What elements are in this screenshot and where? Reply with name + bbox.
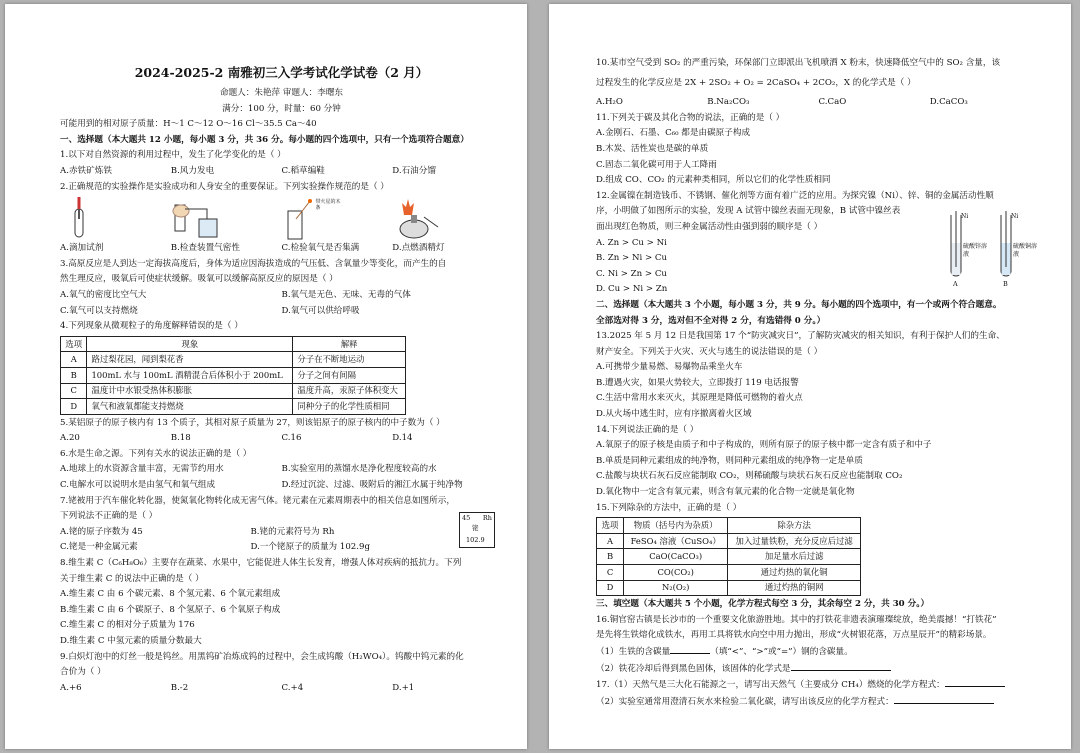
atomic-mass: 102.9 bbox=[466, 535, 485, 544]
option: B.单质是同种元素组成的纯净物，则同种元素组成的纯净物一定是单质 bbox=[596, 455, 863, 466]
option: C. Ni > Zn > Cu bbox=[596, 268, 667, 279]
option: A.20 bbox=[60, 433, 80, 444]
question-16-part-2 bbox=[596, 661, 1041, 678]
table-header bbox=[61, 336, 406, 352]
option: A. Zn > Cu > Ni bbox=[596, 237, 667, 248]
option: A.可携带少量易燃、易爆物品乘坐火车 bbox=[596, 362, 743, 373]
option: D.维生素 C 中氢元素的质量分数最大 bbox=[60, 636, 202, 646]
table-cell: 路过梨花园，闻到梨花香 bbox=[87, 352, 293, 368]
element-card bbox=[459, 512, 495, 548]
question-7-options bbox=[60, 540, 441, 556]
question-17-part-1-text: 17.（1）天然气是三大化石能源之一，请写出天然气（主要成分 CH₄）燃烧的化学方程式： bbox=[596, 680, 945, 691]
section-1-heading: 一、选择题（本大题共 12 小题，每小题 3 分，共 36 分。每小题的四个选项中，只有一个选项符合题意） bbox=[60, 134, 469, 145]
question-7-block bbox=[60, 494, 503, 556]
question-3-options bbox=[60, 288, 503, 304]
option: C.盐酸与块状石灰石反应能制取 CO₂，则稀硫酸与块状石灰石反应也能制取 CO₂ bbox=[596, 471, 903, 482]
beaker-hand-icon bbox=[171, 197, 231, 241]
option: D.氧气可以供给呼吸 bbox=[281, 305, 360, 316]
answer-blank[interactable] bbox=[894, 694, 994, 704]
table-row bbox=[597, 565, 861, 581]
question-6: 6.水是生命之源。下列有关水的说法正确的是（ ） bbox=[60, 448, 252, 459]
option: A.铑的原子序数为 45 bbox=[60, 526, 143, 537]
question-6-options bbox=[60, 462, 503, 478]
dropper-test-tube-icon bbox=[60, 197, 100, 241]
option: B.实验室用的蒸馏水是净化程度较高的水 bbox=[281, 464, 437, 475]
question-8: 8.维生素 C（C₆H₈O₆）主要存在蔬菜、水果中，它能促进人体生长发育，增强人体对疾病的抵抗力。下列 bbox=[60, 558, 462, 569]
question-17-part-2-text: （2）实验室通常用澄清石灰水来检验二氧化碳，请写出该反应的化学方程式： bbox=[596, 696, 894, 707]
option: D.组成 CO、CO₂ 的元素种类相同，所以它们的化学性质相同 bbox=[596, 175, 831, 186]
option: B.风力发电 bbox=[170, 165, 215, 176]
question-4-table bbox=[60, 336, 406, 415]
option: A.滴加试剂 bbox=[60, 243, 104, 254]
table-cell: N₂(O₂) bbox=[624, 580, 728, 596]
section-2-heading-cont: 全部选对得 3 分，选对但不全对得 2 分，有选错得 0 分。） bbox=[596, 315, 826, 326]
question-5: 5.某铝原子的原子核内有 13 个质子，其相对原子质量为 27，则该铝原子的原子核内的中子数为（ ） bbox=[60, 417, 445, 428]
option: D.经过沉淀、过滤、吸附后的湘江水属于纯净物 bbox=[281, 480, 463, 491]
table-cell: 分子在不断地运动 bbox=[293, 352, 406, 368]
option: B.遭遇火灾，如果火势较大，立即拨打 119 电话报警 bbox=[596, 377, 799, 388]
table-row bbox=[597, 533, 861, 549]
question-15-table bbox=[596, 517, 861, 596]
alcohol-lamp-figure bbox=[392, 197, 503, 241]
table-row bbox=[61, 399, 406, 415]
option: A.维生素 C 由 6 个碳元素、8 个氢元素、6 个氧元素组成 bbox=[60, 589, 281, 600]
question-12-cont: 面出现红色物质，则三种金属活动性由强到弱的顺序是（ ） bbox=[596, 221, 823, 232]
question-16-part-1-text: （1）生铁的含碳量 bbox=[596, 646, 671, 657]
exam-title: 2024-2025-2 南雅初三入学考试化学试卷（2 月） bbox=[134, 65, 429, 80]
question-6-options bbox=[60, 478, 503, 494]
option: D.从火场中逃生时，应有序撤离着火区域 bbox=[596, 409, 752, 420]
question-4: 4.下列现象从微观粒子的角度解释错误的是（ ） bbox=[60, 321, 243, 332]
question-10-options bbox=[596, 95, 1041, 111]
option: D.14 bbox=[392, 433, 413, 444]
answer-blank[interactable] bbox=[670, 644, 710, 654]
question-12-cont: 序，小明做了如图所示的实验，发现 A 试管中镍丝表面无现象，B 试管中镍丝表 bbox=[596, 206, 901, 217]
splint-label: 带火星的木条 bbox=[315, 199, 341, 212]
table-cell: C bbox=[61, 383, 87, 399]
table-header bbox=[597, 518, 861, 534]
option: C.铑是一种金属元素 bbox=[60, 542, 138, 553]
exam-page-1 bbox=[5, 4, 527, 749]
option: B.Na₂CO₃ bbox=[707, 97, 750, 108]
option: A.+6 bbox=[60, 682, 82, 693]
option: C.CaO bbox=[818, 97, 847, 108]
option: D.一个铑原子的质量为 102.9g bbox=[250, 542, 370, 553]
section-2-heading: 二、选择题（本大题共 3 个小题，每小题 3 分，共 9 分。每小题的四个选项中，有一个或两个符合题意。 bbox=[596, 299, 1002, 310]
option: B.氧气是无色、无味、无毒的气体 bbox=[281, 289, 411, 300]
table-row bbox=[61, 383, 406, 399]
element-name: 铑 bbox=[472, 523, 479, 532]
question-3-cont: 然生理反应，吸氧后可使症状缓解。吸氧可以缓解高原反应的原因是（ ） bbox=[60, 274, 338, 285]
table-cell: 氧气和液氧都能支持燃烧 bbox=[87, 399, 293, 415]
question-2-options bbox=[60, 241, 503, 257]
question-14: 14.下列说法正确的是（ ） bbox=[596, 424, 699, 435]
question-12-block bbox=[596, 189, 1041, 298]
table-row bbox=[597, 549, 861, 565]
exam-meta: 满分：100 分，时量：60 分钟 bbox=[222, 103, 341, 114]
table-cell: C bbox=[597, 565, 624, 581]
table-row bbox=[61, 367, 406, 383]
test-tube-figure bbox=[941, 209, 1041, 287]
option: C.16 bbox=[281, 433, 302, 444]
option: C.+4 bbox=[281, 682, 304, 693]
question-15: 15.下列除杂的方法中，正确的是（ ） bbox=[596, 502, 742, 513]
solution-label-b: 硫酸铜溶液 bbox=[1013, 242, 1038, 258]
question-16-part-2-text: （2）铁花冷却后得到黑色固体，该固体的化学式是 bbox=[596, 663, 791, 674]
table-cell: 除杂方法 bbox=[728, 518, 861, 534]
option: A.地球上的水资源含量丰富，无需节约用水 bbox=[60, 464, 224, 475]
question-16-part-1-tail: （填“<”、“>”或“=”）钢的含碳量。 bbox=[710, 646, 853, 657]
oxygen-check-figure bbox=[282, 197, 393, 241]
option: B. Zn > Ni > Cu bbox=[596, 253, 667, 264]
option: D.CaCO₃ bbox=[929, 97, 968, 108]
question-10-cont: 过程发生的化学反应是 2X + 2SO₂ + O₂ = 2CaSO₄ + 2CO₂，X 的化学式是（ ） bbox=[596, 77, 916, 88]
question-2: 2.正确规范的实验操作是实验成功和人身安全的重要保证。下列实验操作规范的是（ ） bbox=[60, 181, 389, 192]
question-10: 10.某市空气受到 SO₂ 的严重污染，环保部门立即派出飞机喷洒 X 粉末，快速降低空气中的 SO₂ 含量，该 bbox=[596, 58, 1001, 68]
table-cell: 选项 bbox=[597, 518, 624, 534]
table-cell: D bbox=[597, 580, 624, 596]
table-cell: FeSO₄ 溶液（CuSO₄） bbox=[624, 533, 728, 549]
table-cell: 100mL 水与 100mL 酒精混合后体积小于 200mL bbox=[87, 367, 293, 383]
metal-label-b: Ni bbox=[1011, 212, 1019, 220]
option: B.铑的元素符号为 Rh bbox=[250, 526, 335, 537]
table-row bbox=[597, 580, 861, 596]
question-16: 16.铜官窑古镇是长沙市的一个重要文化旅游胜地。其中的打铁花非遗表演璀璨绽放，绝美震撼！“打铁花” bbox=[596, 614, 997, 625]
option: C.维生素 C 的相对分子质量为 176 bbox=[60, 620, 195, 631]
question-7-cont: 下列说法不正确的是（ ） bbox=[60, 511, 158, 522]
question-5-options bbox=[60, 431, 503, 447]
table-cell: B bbox=[61, 367, 87, 383]
option: A.赤铁矿炼铁 bbox=[60, 165, 112, 176]
question-16-part-1 bbox=[596, 644, 1041, 661]
question-7-options bbox=[60, 525, 441, 541]
question-16-cont: 是先将生铁熔化成铁水，再用工具将铁水向空中用力抛出，形成“火树银花落，万点星辰开”的精彩场景。 bbox=[596, 630, 992, 641]
table-cell: B bbox=[597, 549, 624, 565]
exam-page-2 bbox=[549, 4, 1071, 749]
table-cell: 加入过量铁粉，充分反应后过滤 bbox=[728, 533, 861, 549]
answer-blank[interactable] bbox=[791, 661, 891, 671]
option: A.氧气的密度比空气大 bbox=[60, 289, 147, 300]
question-17-part-2 bbox=[596, 694, 1041, 711]
option: C.检验氧气是否集满 bbox=[281, 243, 360, 254]
option: C.固态二氧化碳可用于人工降雨 bbox=[596, 159, 717, 170]
question-12: 12.金属镍在制造钱币、不锈钢、催化剂等方面有着广泛的应用。为探究镍（Ni）、锌、铜的金属活动性顺 bbox=[596, 190, 994, 201]
question-3: 3.高原反应是人到达一定海拔高度后，身体为适应因海拔造成的气压低、含氧量少等变化，而产生的自 bbox=[60, 258, 447, 269]
table-cell: 通过灼热的铜网 bbox=[728, 580, 861, 596]
tube-label-b: B bbox=[1003, 279, 1008, 288]
question-7: 7.铑被用于汽车催化转化器，使氮氧化物转化成无害气体。铑元素在元素周期表中的相关信息如图所示， bbox=[60, 495, 455, 506]
question-9-cont: 合价为（ ） bbox=[60, 667, 106, 678]
question-11: 11.下列关于碳及其化合物的说法，正确的是（ ） bbox=[596, 112, 785, 123]
question-3-options bbox=[60, 304, 503, 320]
question-13: 13.2025 年 5 月 12 日是我国第 17 个“防灾减灾日”，了解防灾减灾的相关知识，有利于保护人们的生命、 bbox=[596, 331, 1005, 342]
airtight-check-figure bbox=[171, 197, 282, 241]
table-cell: 分子之间有间隔 bbox=[293, 367, 406, 383]
table-cell: 解释 bbox=[293, 336, 406, 352]
option: A.氧原子的原子核是由质子和中子构成的，则所有原子的原子核中都一定含有质子和中子 bbox=[596, 440, 932, 451]
atomic-number: 45 bbox=[462, 513, 471, 522]
table-cell: 温度计中水银受热体积膨胀 bbox=[87, 383, 293, 399]
question-9-options bbox=[60, 681, 503, 697]
table-row bbox=[61, 352, 406, 368]
option: B.木炭、活性炭也是碳的单质 bbox=[596, 143, 709, 154]
option: D.+1 bbox=[392, 682, 415, 693]
question-2-figures bbox=[60, 197, 503, 241]
table-cell: 同种分子的化学性质相同 bbox=[293, 399, 406, 415]
option: B.维生素 C 由 6 个碳原子、8 个氢原子、6 个氧原子构成 bbox=[60, 604, 281, 615]
table-cell: D bbox=[61, 399, 87, 415]
page-2-content bbox=[596, 56, 1041, 710]
table-cell: 物质（括号内为杂质） bbox=[624, 518, 728, 534]
alcohol-lamp-icon bbox=[392, 197, 442, 241]
table-cell: A bbox=[61, 352, 87, 368]
option: A.H₂O bbox=[596, 97, 623, 108]
table-cell: 通过灼热的氧化铜 bbox=[728, 565, 861, 581]
question-17-part-1 bbox=[596, 677, 1041, 694]
option: D.石油分馏 bbox=[392, 165, 436, 176]
question-9: 9.白炽灯泡中的灯丝一般是钨丝。用黑钨矿冶炼成钨的过程中，会生成钨酸（H₂WO₄）。钨酸中钨元素的化 bbox=[60, 651, 464, 662]
atomic-masses: 可能用到的相对原子质量：H～1 C～12 O～16 Cl～35.5 Ca～40 bbox=[60, 119, 317, 130]
page-1-content bbox=[60, 62, 503, 696]
option: B.-2 bbox=[170, 682, 189, 693]
table-cell: CaO(CaCO₃) bbox=[624, 549, 728, 565]
option: A.金刚石、石墨、C₆₀ 都是由碳原子构成 bbox=[596, 128, 751, 139]
question-1: 1.以下对自然资源的利用过程中，发生了化学变化的是（ ） bbox=[60, 150, 286, 161]
answer-blank[interactable] bbox=[945, 677, 1005, 687]
table-cell: 选项 bbox=[61, 336, 87, 352]
table-cell: CO(CO₂) bbox=[624, 565, 728, 581]
question-1-options bbox=[60, 164, 503, 180]
metal-label-a: Ni bbox=[961, 212, 969, 220]
dropper-figure bbox=[60, 197, 171, 241]
option: C.氧气可以支持燃烧 bbox=[60, 305, 138, 316]
section-3-heading: 三、填空题（本大题共 5 个小题，化学方程式每空 3 分，其余每空 2 分，共 30 分。） bbox=[596, 599, 930, 610]
option: D. Cu > Ni > Zn bbox=[596, 284, 668, 295]
table-cell: 现象 bbox=[87, 336, 293, 352]
option: C.电解水可以说明水是由氢气和氧气组成 bbox=[60, 480, 216, 491]
tube-label-a: A bbox=[953, 279, 958, 288]
table-cell: 温度升高，汞原子体积变大 bbox=[293, 383, 406, 399]
element-symbol: Rh bbox=[482, 513, 492, 522]
option: B.18 bbox=[170, 433, 191, 444]
solution-label-a: 硫酸锌溶液 bbox=[963, 242, 988, 258]
option: D.点燃酒精灯 bbox=[392, 243, 445, 254]
option: D.氧化物中一定含有氧元素，则含有氧元素的化合物一定就是氧化物 bbox=[596, 487, 855, 498]
question-13-cont: 财产安全。下列关于火灾、灭火与逃生的说法错误的是（ ） bbox=[596, 346, 823, 357]
option: B.检查装置气密性 bbox=[170, 243, 240, 254]
option: C.稻草编鞋 bbox=[281, 165, 325, 176]
question-8-cont: 关于维生素 C 的说法中正确的是（ ） bbox=[60, 573, 204, 584]
table-cell: A bbox=[597, 533, 624, 549]
table-cell: 加足量水后过滤 bbox=[728, 549, 861, 565]
option: C.生活中常用水来灭火，其原理是降低可燃物的着火点 bbox=[596, 393, 803, 404]
exam-authors: 命题人：朱艳萍 审题人：李曙东 bbox=[219, 88, 344, 98]
